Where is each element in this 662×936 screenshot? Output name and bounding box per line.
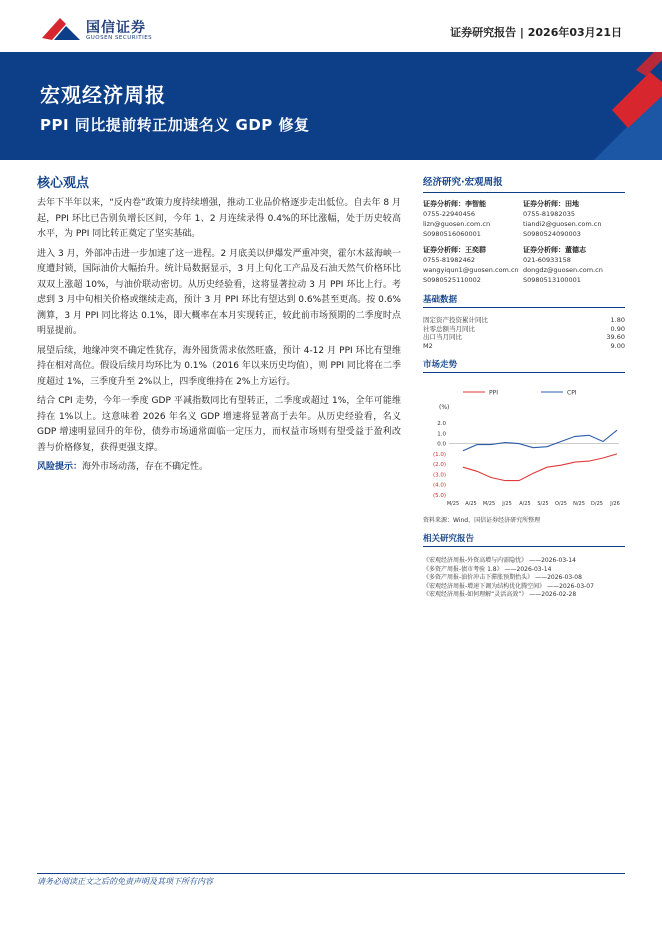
report-title: 宏观经济周报 xyxy=(40,83,166,107)
x-tick-label: S/25 xyxy=(537,501,549,507)
risk-text: 海外市场动荡，存在不确定性。 xyxy=(82,462,209,472)
company-logo xyxy=(40,14,160,44)
analyst-card xyxy=(423,199,523,239)
analyst-name: 证券分析师：董德志 xyxy=(523,246,586,254)
basic-data-title: 基础数据 xyxy=(423,293,625,308)
analyst-name: 证券分析师：李智能 xyxy=(423,200,486,208)
y-tick-label: (3.0) xyxy=(432,472,446,479)
paragraph: 展望后续，地缘冲突不确定性犹存，海外囤货需求依然旺盛，预计 4-12 月 PPI 环比有望维持在相对高位。假设后续月均环比为 0.1%（2016 年以来历史均值），则 PPI 同比将在二季度超过 1%，三季度升至 2%以上，四季度维持在 2%上方运行。 xyxy=(37,345,401,387)
analyst-cert: S0980524090003 xyxy=(523,230,581,238)
related-report-link[interactable]: 《多资产周报-债市考验 1.8》 ——2026-03-14 xyxy=(423,565,552,573)
paragraph: 去年下半年以来，“反内卷”政策力度持续增强，推动工业品价格逐步走出低位。自去年 8 月起，PPI 环比已告别负增长区间，今年 1、2 月连续录得 0.4%的环比涨幅，处于历史较高水平，为 PPI 同比转正奠定了坚实基础。 xyxy=(37,198,401,239)
x-tick-label: D/25 xyxy=(591,501,603,507)
analyst-name: 证券分析师：王奕群 xyxy=(423,246,486,254)
analyst-cert: S0980525110002 xyxy=(423,276,481,284)
sidebar-title: 经济研究·宏观周报 xyxy=(423,174,625,193)
row-label: 出口当月同比 xyxy=(423,333,462,341)
x-tick-label: M/25 xyxy=(482,501,496,507)
y-tick-label: (4.0) xyxy=(432,482,446,489)
market-chart xyxy=(423,383,625,511)
legend-label: PPI xyxy=(489,389,499,397)
footer-disclaimer: 请务必阅读正文之后的免责声明及其项下所有内容 xyxy=(37,877,213,886)
related-report-link[interactable]: 《宏观经济周报-外资高增与内需隐忧》 ——2026-03-14 xyxy=(423,557,576,564)
basic-data-table xyxy=(423,316,625,350)
row-value: 1.80 xyxy=(610,316,625,324)
row-label: M2 xyxy=(423,341,433,350)
row-value: 39.60 xyxy=(606,333,625,341)
risk-label: 风险提示： xyxy=(37,462,83,472)
main-content xyxy=(37,172,401,476)
x-tick-label: J/26 xyxy=(610,501,620,507)
related-report-link[interactable]: 《宏观经济周报-增速下调为结构优化腾空间》 ——2026-03-07 xyxy=(423,582,594,590)
y-axis-label: (%) xyxy=(439,404,450,411)
y-tick-label: 2.0 xyxy=(437,421,446,427)
analyst-cert: S0980516060001 xyxy=(423,230,481,238)
report-meta: 证券研究报告 | 2026年03月21日 xyxy=(450,26,622,39)
table-row xyxy=(423,316,625,325)
analyst-list xyxy=(423,199,625,285)
y-tick-label: 0.0 xyxy=(437,441,446,448)
analyst-phone: 0755-81982035 xyxy=(523,210,575,218)
y-tick-label: 1.0 xyxy=(437,431,446,438)
x-tick-label: M/25 xyxy=(446,501,460,507)
analyst-email: tiandi2@guosen.com.cn xyxy=(523,220,602,228)
series-line-ppi xyxy=(463,454,617,481)
row-value: 9.00 xyxy=(610,341,625,350)
x-tick-label: O/25 xyxy=(555,501,567,507)
analyst-phone: 0755-81982462 xyxy=(423,256,475,264)
footer-divider xyxy=(37,873,625,874)
related-reports-title: 相关研究报告 xyxy=(423,532,625,547)
x-tick-label: J/25 xyxy=(502,501,512,507)
risk-warning xyxy=(37,460,401,476)
analyst-card xyxy=(423,245,523,285)
top-header xyxy=(0,0,662,52)
analyst-phone: 0755-22940456 xyxy=(423,210,475,218)
analyst-email: dongdz@guosen.com.cn xyxy=(523,266,603,274)
related-report-link[interactable]: 《多资产周报-油价冲击下滞胀预期抬头》 ——2026-03-08 xyxy=(423,574,582,581)
series-line-cpi xyxy=(463,430,617,451)
banner-decoration-icon xyxy=(532,52,662,160)
analyst-email: lizn@guosen.com.cn xyxy=(423,220,491,228)
chart-svg xyxy=(423,383,625,511)
row-label: 固定资产投资累计同比 xyxy=(423,316,488,324)
analyst-cert: S0980513100001 xyxy=(523,276,581,284)
table-row xyxy=(423,342,625,351)
analyst-email: wangyiqun1@guosen.com.cn xyxy=(423,266,519,274)
logo-name: 国信证券 xyxy=(86,20,146,36)
related-report-link[interactable]: 《宏观经济周报-如何理解“灵活高效”》 ——2026-02-28 xyxy=(423,591,577,598)
analyst-card xyxy=(523,199,625,239)
analyst-name: 证券分析师：田地 xyxy=(523,200,579,208)
chart-source: 资料来源：Wind、国信证券经济研究所整理 xyxy=(423,517,541,524)
section-title: 核心观点 xyxy=(37,176,90,191)
x-tick-label: N/25 xyxy=(573,501,585,507)
row-label: 社零总额当月同比 xyxy=(423,324,475,333)
title-banner xyxy=(0,52,662,160)
related-reports-list xyxy=(423,557,625,600)
y-tick-label: (2.0) xyxy=(432,462,446,469)
y-tick-label: (5.0) xyxy=(432,493,446,499)
x-tick-label: A/25 xyxy=(465,501,477,507)
paragraph: 结合 CPI 走势，今年一季度 GDP 平减指数同比有望转正，二季度或超过 1%，全年可能维持在 1%以上。这意味着 2026 年名义 GDP 增速将显著高于去年。从历史经验看，名义 GDP 增速明显回升的年份，债券市场通常面临一定压力，而权益市场则有望受益于盈利改善与价格修复，获得更强支撑。 xyxy=(37,396,401,453)
y-tick-label: (1.0) xyxy=(432,451,446,458)
logo-english: GUOSEN SECURITIES xyxy=(86,35,153,41)
table-row xyxy=(423,325,625,334)
sidebar xyxy=(423,174,625,600)
logo-mark-icon xyxy=(40,14,82,44)
legend-label: CPI xyxy=(567,389,577,397)
market-trend-title: 市场走势 xyxy=(423,358,625,373)
table-row xyxy=(423,333,625,342)
paragraph: 进入 3 月，外部冲击进一步加速了这一进程。2 月底美以伊爆发严重冲突，霍尔木兹海峡一度遭封锁，国际油价大幅抬升。统计局数据显示，3 月上旬化工产品及石油天然气价格环比双双上涨超 10%，与油价联动密切。从历史经验看，这将显著拉动 3 月 PPI 环比上行。考虑到 3 月中旬相关价格或继续走高，预计 3 月 PPI 环比有望达到 0.6%甚至更高。按 0.6%测算，3 月 PPI 同比将达 0.1%，即大概率在本月实现转正，较此前市场预期的二季度时点明显提前。 xyxy=(37,248,401,336)
x-tick-label: A/25 xyxy=(519,501,531,507)
report-subtitle: PPI 同比提前转正加速名义 GDP 修复 xyxy=(40,116,310,134)
analyst-card xyxy=(523,245,625,285)
row-value: 0.90 xyxy=(610,324,625,333)
analyst-phone: 021-60933158 xyxy=(523,256,571,264)
